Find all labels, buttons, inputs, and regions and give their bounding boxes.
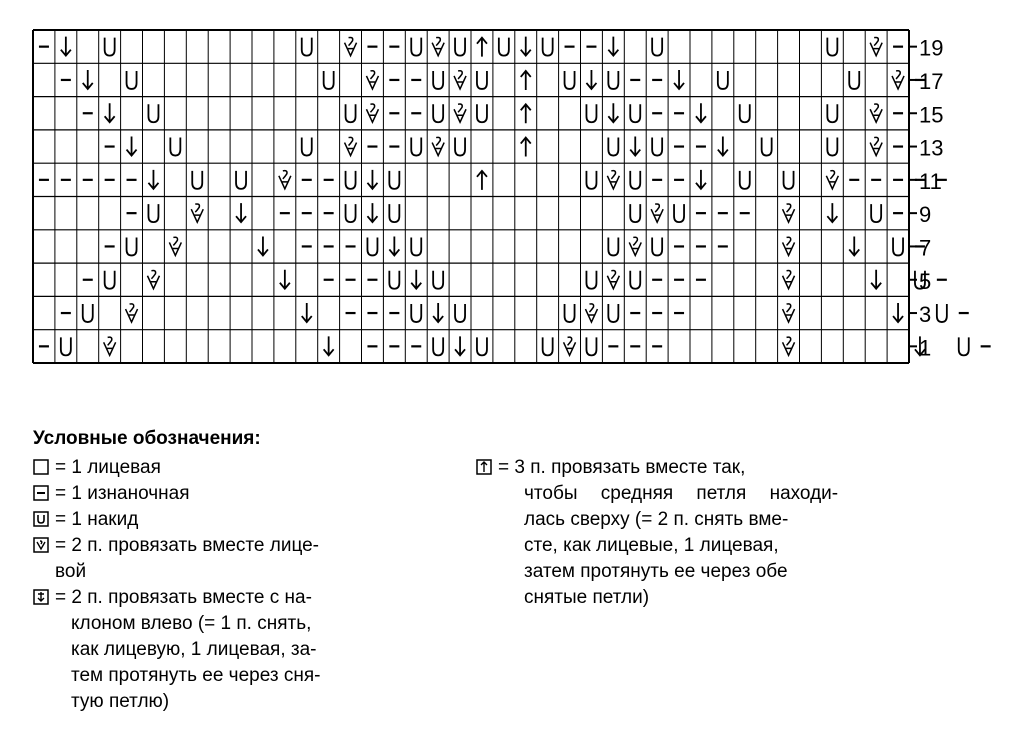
legend-text: = 1 накид (55, 509, 139, 530)
yarn-over-symbol (674, 204, 684, 222)
k2tog-symbol (147, 271, 159, 289)
yarn-over-symbol (127, 237, 137, 255)
legend-text-cont: затем протянуть ее через обе (524, 561, 788, 582)
legend-text: = 3 п. провязать вместе так, (498, 457, 746, 478)
yarn-over-symbol (346, 204, 356, 222)
legend-text-cont: вой (55, 561, 87, 582)
yarn-over-symbol (740, 171, 750, 189)
purl-symbol-icon (33, 485, 49, 501)
yarn-over-symbol (477, 71, 487, 89)
k2tog-symbol (345, 37, 357, 55)
ssk-symbol (455, 336, 465, 355)
k2tog-symbol (783, 304, 795, 322)
yarn-over-symbol (83, 304, 93, 322)
ssk-symbol (411, 270, 421, 289)
yarn-over-symbol (565, 71, 575, 89)
k2tog-symbol (432, 37, 444, 55)
yarn-over-symbol (586, 337, 596, 355)
k2tog-symbol (783, 337, 795, 355)
yarn-over-symbol (105, 271, 115, 289)
row-number-label: 11 (919, 168, 942, 194)
yarn-over-symbol (937, 304, 947, 322)
yarn-over-symbol (433, 71, 443, 89)
row-number-label: 19 (919, 35, 944, 61)
k2tog-symbol (279, 171, 291, 189)
cdd-symbol (477, 38, 487, 57)
yarn-over-symbol (740, 104, 750, 122)
legend-text: = 2 п. провязать вместе лице- (55, 535, 320, 556)
yarn-over-symbol (827, 38, 837, 56)
ssk-symbol (893, 303, 903, 322)
yarn-over-symbol (718, 71, 728, 89)
yarn-over-symbol (477, 104, 487, 122)
yarn-over-symbol (324, 71, 334, 89)
k2tog-symbol-icon (33, 537, 49, 553)
yarn-over-symbol (586, 171, 596, 189)
legend-text: = 2 п. провязать вместе с на- (55, 587, 312, 608)
legend-right (476, 455, 916, 611)
yarn-over-symbol (346, 171, 356, 189)
k2tog-symbol (454, 104, 466, 122)
ssk-symbol (630, 137, 640, 156)
yarn-over-symbol (192, 171, 202, 189)
k2tog-symbol (366, 71, 378, 89)
ssk-symbol (302, 303, 312, 322)
yarn-over-symbol (433, 104, 443, 122)
ssk-symbol (367, 203, 377, 222)
yarn-over-symbol (762, 138, 772, 156)
ssk-symbol (521, 37, 531, 56)
k2tog-symbol (783, 237, 795, 255)
yarn-over-symbol (827, 138, 837, 156)
yarn-over-symbol (543, 38, 553, 56)
yarn-over-symbol (389, 204, 399, 222)
yarn-over-symbol (411, 138, 421, 156)
legend-item-yo (33, 507, 453, 533)
yarn-over-symbol (849, 71, 859, 89)
ssk-symbol (696, 170, 706, 189)
yarn-over-symbol (433, 271, 443, 289)
ssk-symbol (871, 270, 881, 289)
cdd-symbol (477, 171, 487, 190)
k2tog-symbol (783, 204, 795, 222)
row-number-label: 7 (919, 235, 932, 261)
yarn-over-symbol (827, 104, 837, 122)
k2tog-symbol (366, 104, 378, 122)
k2tog-symbol (870, 137, 882, 155)
legend-text-cont: снятые петли) (524, 587, 650, 608)
k2tog-symbol (783, 271, 795, 289)
legend-item-k2tog (33, 533, 453, 585)
k2tog-symbol (607, 271, 619, 289)
k2tog-symbol (126, 304, 138, 322)
yarn-over-symbol (608, 237, 618, 255)
yarn-over-symbol (61, 337, 71, 355)
yarn-over-symbol (105, 38, 115, 56)
yarn-over-symbol (652, 138, 662, 156)
k2tog-symbol (191, 204, 203, 222)
yarn-over-symbol (389, 171, 399, 189)
legend-text-cont: чтобы средняя петля находи- (524, 483, 839, 504)
yarn-over-symbol (499, 38, 509, 56)
yarn-over-symbol (586, 271, 596, 289)
yarn-over-symbol (411, 38, 421, 56)
yarn-over-symbol (608, 71, 618, 89)
ssk-symbol (258, 236, 268, 255)
ssk-symbol (127, 137, 137, 156)
legend-text: = 1 изнаночная (55, 483, 190, 504)
row-number-label: 17 (919, 68, 944, 94)
row-number-label: 13 (919, 135, 944, 161)
yarn-over-symbol (433, 337, 443, 355)
legend-text-cont: тем протянуть ее через сня- (71, 665, 321, 686)
cdd-symbol (521, 71, 531, 90)
ssk-symbol (586, 70, 596, 89)
yarn-over-symbol (148, 204, 158, 222)
legend-item-knit (33, 455, 453, 481)
k2tog-symbol (629, 237, 641, 255)
yarn-over-symbol (411, 304, 421, 322)
yarn-over-symbol (455, 138, 465, 156)
yarn-over-symbol (236, 171, 246, 189)
ssk-symbol (674, 70, 684, 89)
k2tog-symbol (104, 337, 116, 355)
ssk-symbol (236, 203, 246, 222)
yarn-over-symbol (127, 71, 137, 89)
row-number-label: 1 (919, 335, 932, 361)
ssk-symbol (61, 37, 71, 56)
cdd-symbol (521, 104, 531, 123)
ssk-symbol (83, 70, 93, 89)
k2tog-symbol (870, 104, 882, 122)
yarn-over-symbol (302, 38, 312, 56)
ssk-symbol (608, 103, 618, 122)
row-number-label: 3 (919, 302, 932, 328)
legend-title: Условные обозначения: (33, 428, 261, 449)
yarn-over-symbol (630, 171, 640, 189)
yarn-over-symbol (608, 304, 618, 322)
yarn-over-symbol (411, 237, 421, 255)
yarn-over-symbol (346, 104, 356, 122)
yarn-over-symbol (389, 271, 399, 289)
legend-text-cont: сте, как лицевые, 1 лицевая, (524, 535, 779, 556)
ssk-symbol (433, 303, 443, 322)
k2tog-symbol (345, 137, 357, 155)
ssk-symbol (608, 37, 618, 56)
yarn-over-symbol (455, 38, 465, 56)
yarn-over-symbol (893, 237, 903, 255)
yarn-over-symbol (630, 204, 640, 222)
yarn-over-symbol (148, 104, 158, 122)
k2tog-symbol (607, 171, 619, 189)
ssk-symbol (696, 103, 706, 122)
k2tog-symbol (826, 171, 838, 189)
legend-text-cont: клоном влево (= 1 п. снять, (71, 613, 312, 634)
knit-symbol-icon (33, 459, 49, 475)
ssk-symbol-icon (33, 589, 49, 605)
ssk-symbol (324, 336, 334, 355)
row-number-label: 9 (919, 202, 932, 228)
legend-text: = 1 лицевая (55, 457, 161, 478)
legend-left (33, 455, 453, 715)
row-number-label: 5 (919, 268, 932, 294)
yarn-over-symbol (630, 271, 640, 289)
legend-item-ssk (33, 585, 453, 715)
k2tog-symbol (892, 71, 904, 89)
ssk-symbol (280, 270, 290, 289)
k2tog-symbol (870, 37, 882, 55)
yarn-over-symbol (565, 304, 575, 322)
cdd-symbol (521, 138, 531, 157)
k2tog-symbol (169, 237, 181, 255)
yarn-over-symbol (367, 237, 377, 255)
legend-text-cont: лась сверху (= 2 п. снять вме- (524, 509, 789, 530)
legend-text-cont: как лицевую, 1 лицевая, за- (71, 639, 317, 660)
yarn-over-symbol (302, 138, 312, 156)
legend-text-cont: тую петлю) (71, 691, 170, 712)
yarn-over-symbol (543, 337, 553, 355)
yarn-over-symbol (455, 304, 465, 322)
k2tog-symbol (432, 137, 444, 155)
legend-item-cdd (476, 455, 916, 611)
legend-item-purl (33, 481, 453, 507)
ssk-symbol (148, 170, 158, 189)
k2tog-symbol (651, 204, 663, 222)
yarn-over-symbol (652, 38, 662, 56)
yarn-over-symbol (586, 104, 596, 122)
yarn-over-symbol (477, 337, 487, 355)
k2tog-symbol (585, 304, 597, 322)
ssk-symbol (849, 236, 859, 255)
ssk-symbol (367, 170, 377, 189)
ssk-symbol (105, 103, 115, 122)
yarn-over-symbol (871, 204, 881, 222)
ssk-symbol (718, 137, 728, 156)
ssk-symbol (827, 203, 837, 222)
yarn-over-symbol (170, 138, 180, 156)
yarn-over-symbol (959, 337, 969, 355)
yarn-over-symbol (784, 171, 794, 189)
ssk-symbol (389, 236, 399, 255)
k2tog-symbol (454, 71, 466, 89)
k2tog-symbol (564, 337, 576, 355)
centered-double-decrease-icon (476, 459, 492, 475)
yarn-over-symbol (652, 237, 662, 255)
row-number-label: 15 (919, 102, 944, 128)
yarn-over-symbol (608, 138, 618, 156)
yarn-over-symbol (630, 104, 640, 122)
yarn-over-symbol-icon (33, 511, 49, 527)
